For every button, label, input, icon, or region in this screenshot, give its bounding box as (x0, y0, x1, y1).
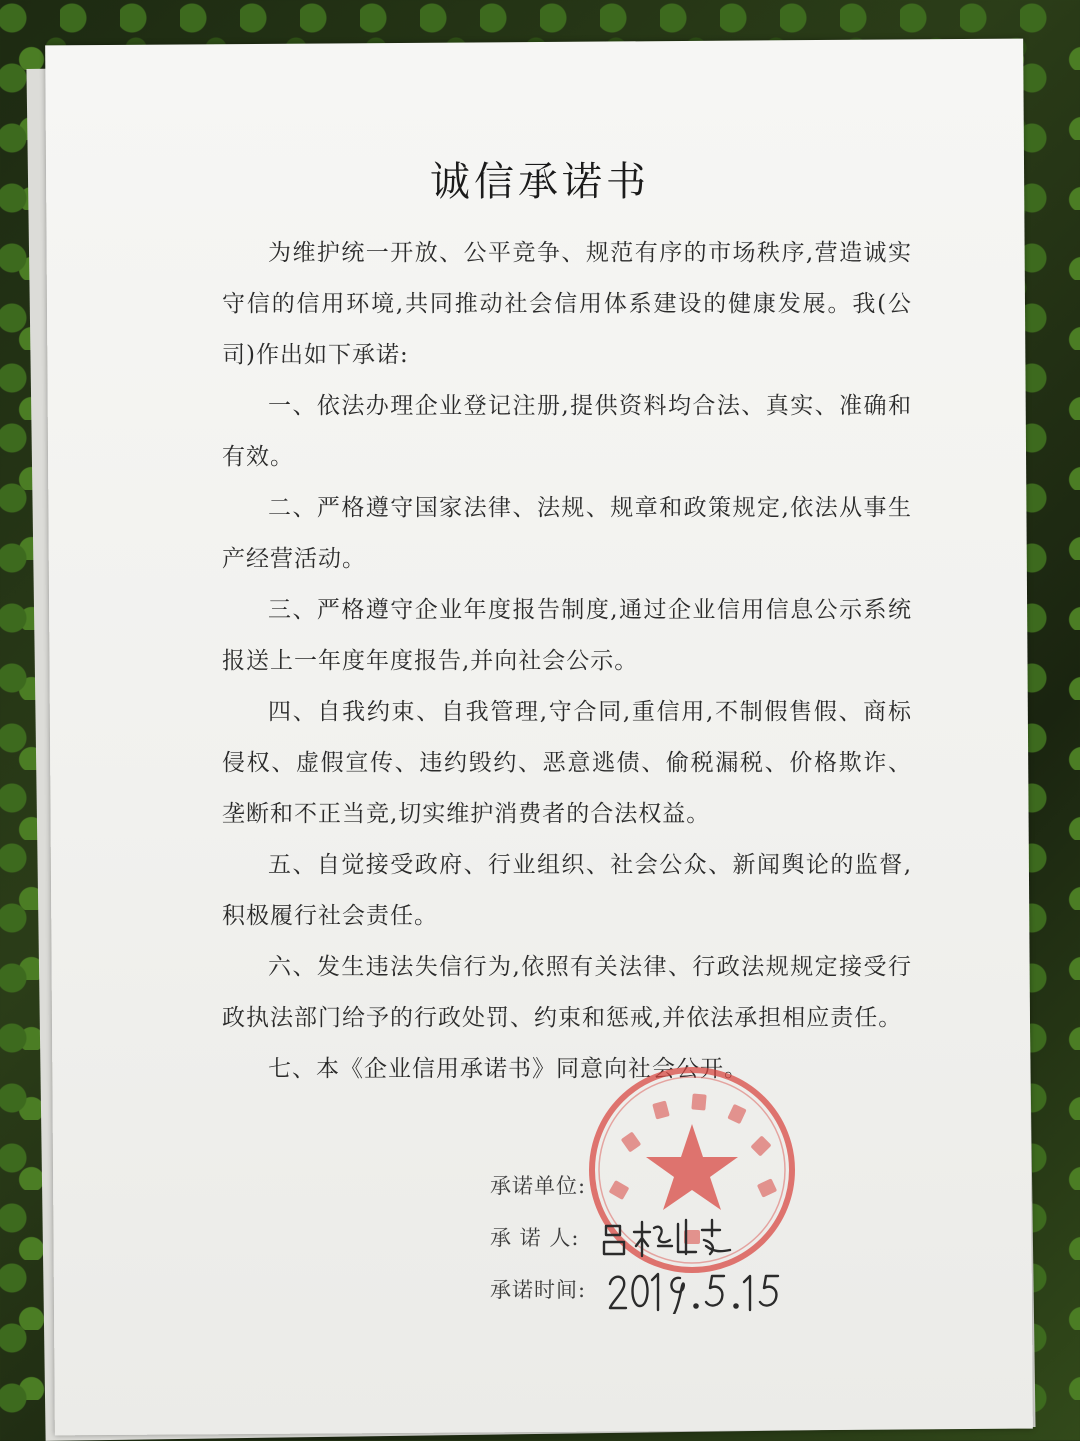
promising-unit-label: 承诺单位: (490, 1174, 587, 1198)
commitment-item-7: 七、本《企业信用承诺书》同意向社会公开。 (268, 1056, 748, 1082)
handwritten-date (606, 1268, 786, 1314)
intro-paragraph: 为维护统一开放、公平竞争、规范有序的市场秩序,营造诚实守信的信用环境,共同推动社会信用体系建设的健康发展。我(公司)作出如下承诺: (222, 240, 912, 368)
document-title: 诚信承诺书 (430, 159, 650, 205)
commitment-item-3: 三、严格遵守企业年度报告制度,通过企业信用信息公示系统报送上一年度年度报告,并向社会公示。 (222, 597, 912, 674)
promise-date-label: 承诺时间: (490, 1278, 587, 1302)
handwritten-signature (600, 1216, 740, 1260)
commitment-item-5: 五、自觉接受政府、行业组织、社会公众、新闻舆论的监督,积极履行社会责任。 (222, 852, 912, 929)
commitment-item-2: 二、严格遵守国家法律、法规、规章和政策规定,依法从事生产经营活动。 (222, 495, 912, 572)
commitment-item-4: 四、自我约束、自我管理,守合同,重信用,不制假售假、商标侵权、虚假宣传、违约毁约、恶意逃债、偷税漏税、价格欺诈、垄断和不正当竞,切实维护消费者的合法权益。 (222, 699, 912, 827)
promising-unit-row (490, 1160, 910, 1212)
commitment-item-1: 一、依法办理企业登记注册,提供资料均合法、真实、准确和有效。 (222, 393, 912, 470)
commitment-item-6: 六、发生违法失信行为,依照有关法律、行政法规规定接受行政执法部门给予的行政处罚、约束和惩戒,并依法承担相应责任。 (222, 954, 912, 1031)
document-body (222, 228, 912, 1095)
promisor-label: 承 诺 人: (490, 1226, 580, 1250)
